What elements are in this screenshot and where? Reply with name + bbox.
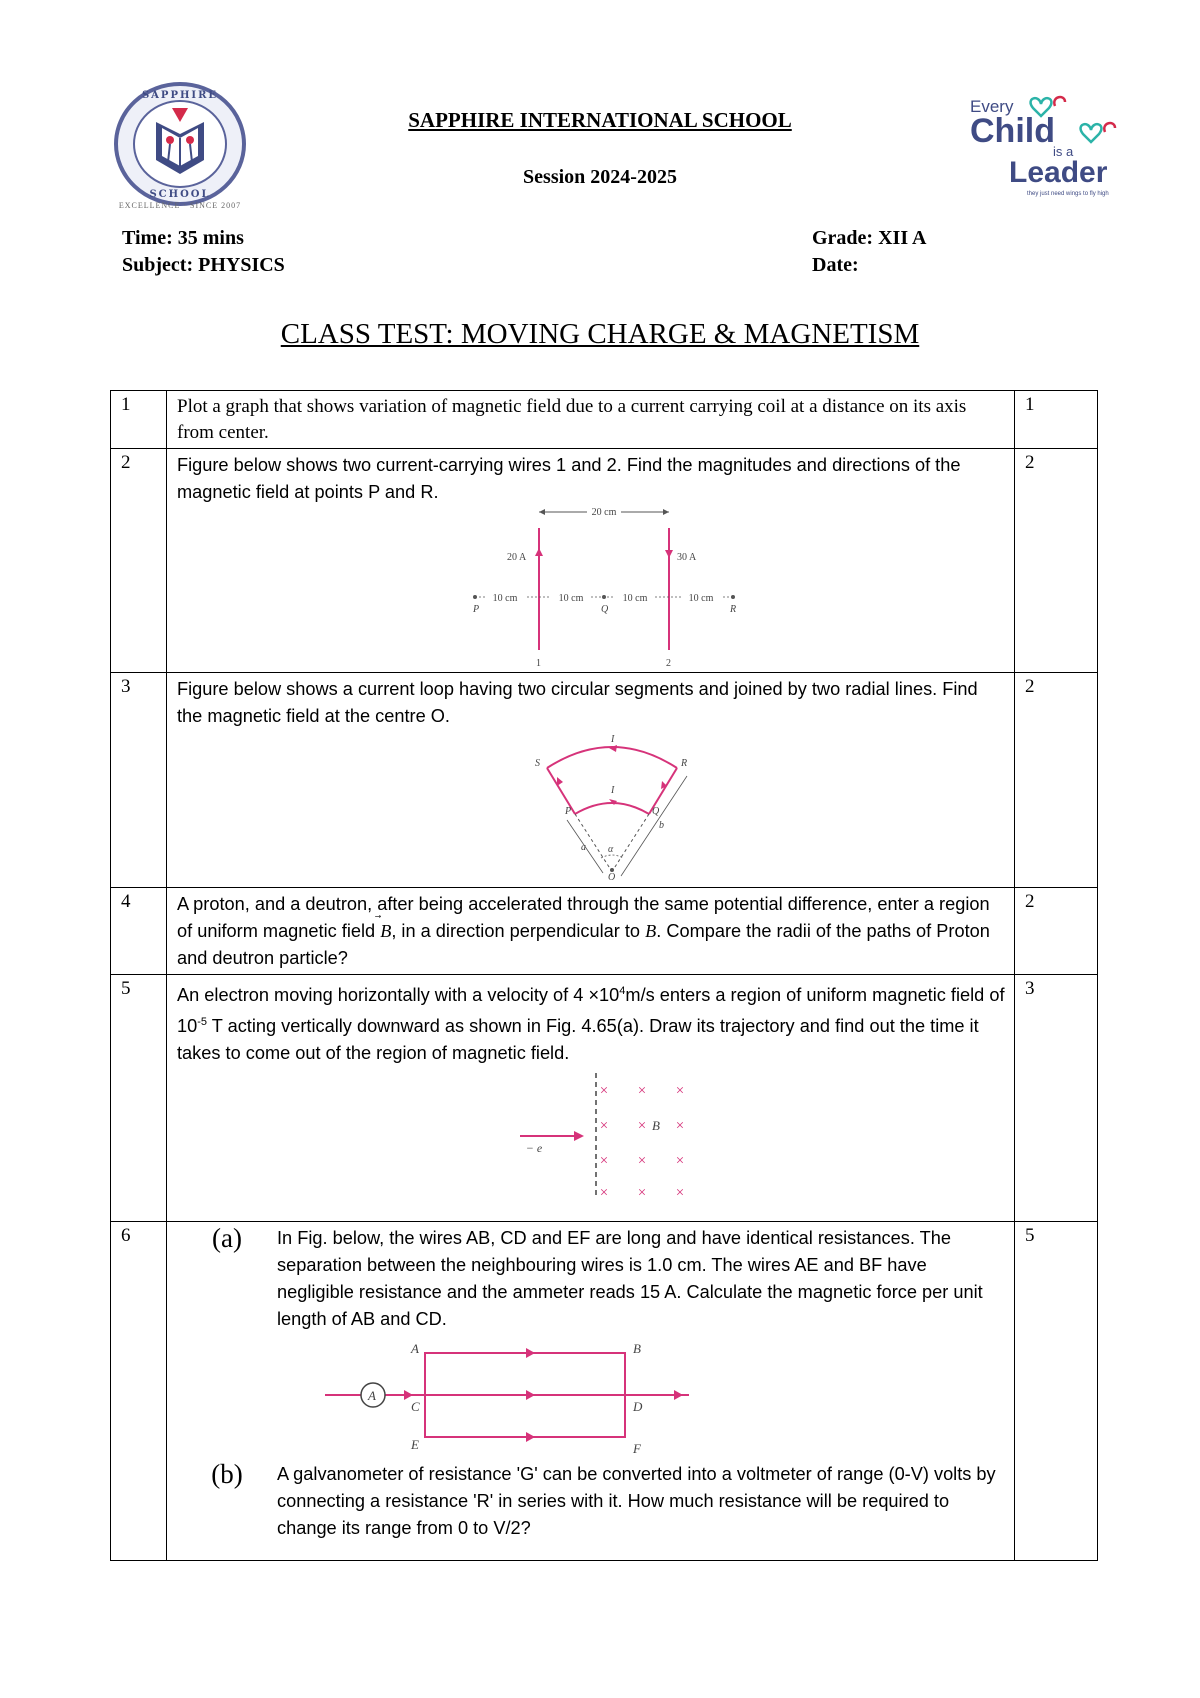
question-marks: 3 — [1015, 975, 1098, 1222]
logo-word-leader: Leader — [1009, 156, 1108, 189]
time-label: Time: 35 mins — [122, 227, 244, 249]
school-name: SAPPHIRE INTERNATIONAL SCHOOL — [408, 108, 792, 132]
session: Session 2024-2025 — [523, 166, 677, 188]
logo-word-every: Every — [970, 97, 1014, 116]
field-cross: × — [599, 1118, 609, 1135]
field-cross: × — [675, 1118, 685, 1135]
current-I-outer: I — [611, 734, 615, 745]
field-cross: × — [675, 1083, 685, 1100]
question-number: 3 — [111, 673, 167, 888]
question-marks: 2 — [1015, 673, 1098, 888]
point-R: R — [730, 604, 737, 615]
field-cross: × — [675, 1153, 685, 1170]
question-row-4 — [111, 888, 1098, 975]
point-E: E — [411, 1437, 419, 1452]
radius-b: b — [659, 820, 664, 831]
dim-10cm: 10 cm — [688, 593, 714, 604]
field-cross: × — [599, 1185, 609, 1202]
radius-a: a — [581, 842, 586, 853]
question-cell — [167, 449, 1015, 673]
angle-alpha: α — [608, 844, 614, 855]
svg-text:SAPPHIRE: SAPPHIRE — [141, 90, 219, 101]
question-row-3 — [111, 673, 1098, 888]
question-text: Figure below shows two current-carrying wires 1 and 2. Find the magnitudes and directions of the magnetic field at points P and R. — [177, 455, 961, 502]
two-wires-figure — [469, 500, 759, 670]
svg-text:SCHOOL: SCHOOL — [149, 189, 211, 200]
question-number: 5 — [111, 975, 167, 1222]
field-cross: × — [599, 1083, 609, 1100]
point-A: A — [411, 1341, 419, 1356]
subquestion-b — [177, 1461, 1006, 1542]
point-F: F — [633, 1441, 641, 1456]
field-cross: × — [637, 1083, 647, 1100]
point-D: D — [633, 1399, 643, 1414]
question-text-part: A proton, and a deutron, after being accelerated through the same potential difference, enter a region of uniform magnetic field — [177, 894, 990, 941]
question-cell — [167, 888, 1015, 975]
point-C: C — [411, 1399, 420, 1414]
question-row-1 — [111, 391, 1098, 449]
wire-label-1: 1 — [536, 658, 541, 669]
vector-B: B — [645, 921, 657, 941]
question-marks: 5 — [1015, 1222, 1098, 1561]
logo-word-child: Child — [970, 112, 1055, 150]
grade-label: Grade: XII A — [812, 227, 927, 249]
subquestion-text: In Fig. below, the wires AB, CD and EF are long and have identical resistances. The separation between the neighbouring wires is 1.0 cm. The wires AE and BF have negligible resistance and the ammeter reads 15 A. Calculate the magnetic force per unit length of AB and CD. — [277, 1228, 983, 1329]
question-text-part: . Compare the radii of the paths of Proton and deutron particle? — [177, 921, 990, 968]
point-R: R — [681, 758, 688, 769]
current-20A: 20 A — [507, 552, 527, 563]
point-P: P — [565, 806, 572, 817]
question-table — [110, 390, 1098, 1561]
field-cross: × — [637, 1118, 647, 1135]
logo-caption: EXCELLENCE · SINCE 2007 — [118, 201, 242, 210]
subquestion-a — [177, 1225, 1006, 1333]
point-Q: Q — [601, 604, 609, 615]
field-B-label: B — [652, 1118, 660, 1134]
every-child-leader-logo — [965, 92, 1145, 202]
electron-field-figure — [512, 1071, 712, 1201]
field-cross: × — [675, 1185, 685, 1202]
question-text: Figure below shows a current loop having two circular segments and joined by two radial lines. Find the magnetic field at the centre O. — [177, 679, 978, 726]
point-Q: Q — [652, 806, 660, 817]
test-title: CLASS TEST: MOVING CHARGE & MAGNETISM — [280, 318, 920, 350]
question-text: An electron moving horizontally with a velocity of $4 \times 10^4m/s$ enters a region of uniform magnetic field of $10^{-5}$ T acting vertically downward as shown in Fig. 4.65(a). Draw its trajectory and find out the time it takes to come out of the region of magnetic field. — [177, 985, 1005, 1064]
question-text-part: , in a direction perpendicular to — [391, 921, 646, 941]
electron-label: − e — [525, 1141, 543, 1156]
parallel-wires-figure — [323, 1339, 693, 1459]
question-cell — [167, 673, 1015, 888]
question-marks: 2 — [1015, 449, 1098, 673]
question-cell — [167, 975, 1015, 1222]
question-number: 2 — [111, 449, 167, 673]
question-number: 4 — [111, 888, 167, 975]
question-row-2 — [111, 449, 1098, 673]
school-logo — [110, 82, 250, 212]
logo-tagline: they just need wings to fly high — [1027, 191, 1109, 197]
current-loop-figure — [527, 728, 697, 880]
question-marks: 1 — [1015, 391, 1098, 449]
point-B: B — [633, 1341, 641, 1356]
field-cross: × — [637, 1185, 647, 1202]
point-O: O — [608, 872, 616, 880]
logo-word-isa: is a — [1053, 144, 1074, 159]
question-text: Plot a graph that shows variation of magnetic field due to a current carrying coil at a distance on its axis from center. — [167, 391, 1015, 449]
wire-label-2: 2 — [666, 658, 671, 669]
vector-B: B — [380, 921, 392, 941]
current-30A: 30 A — [677, 552, 697, 563]
question-number: 1 — [111, 391, 167, 449]
ammeter-label: A — [368, 1388, 376, 1403]
subquestion-text: A galvanometer of resistance 'G' can be converted into a voltmeter of range (0-V) volts by connecting a resistance 'R' in series with it. How much resistance will be required to change its range from 0 to V/2? — [277, 1464, 996, 1538]
date-label: Date: — [812, 254, 859, 276]
question-row-6 — [111, 1222, 1098, 1561]
dim-10cm: 10 cm — [558, 593, 584, 604]
question-cell — [167, 1222, 1015, 1561]
dim-10cm: 10 cm — [622, 593, 648, 604]
field-cross: × — [599, 1153, 609, 1170]
point-P: P — [473, 604, 480, 615]
field-cross: × — [637, 1153, 647, 1170]
question-marks: 2 — [1015, 888, 1098, 975]
question-number: 6 — [111, 1222, 167, 1561]
subquestion-label: (a) — [212, 1223, 242, 1253]
dim-20cm: 20 cm — [591, 507, 617, 518]
point-S: S — [535, 758, 540, 769]
dim-10cm: 10 cm — [492, 593, 518, 604]
question-row-5 — [111, 975, 1098, 1222]
current-I-inner: I — [611, 785, 615, 796]
subject-label: Subject: PHYSICS — [122, 254, 285, 276]
subquestion-label: (b) — [211, 1459, 243, 1489]
